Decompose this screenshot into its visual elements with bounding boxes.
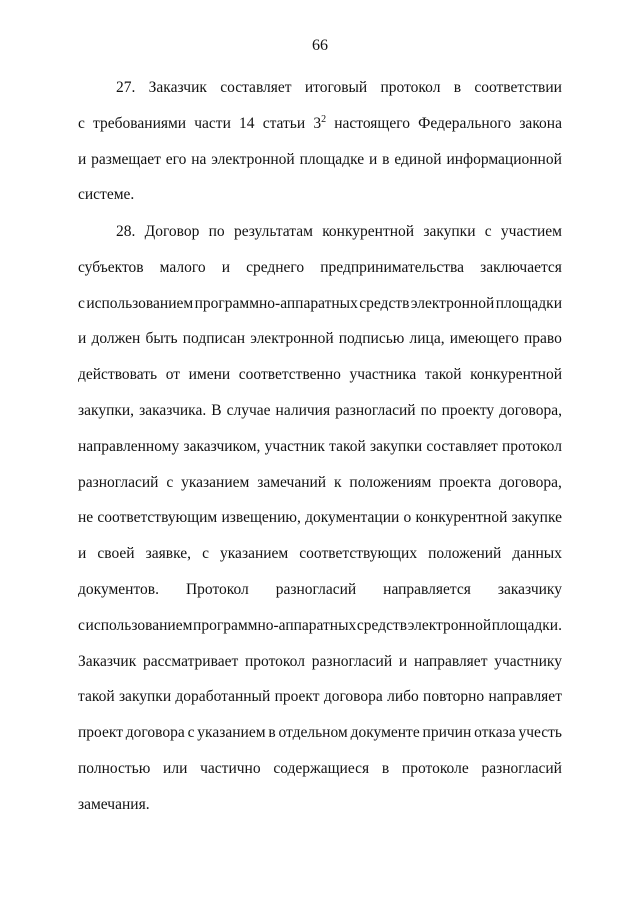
word: договора — [323, 688, 383, 706]
word: повторно — [423, 688, 485, 706]
word: имени — [188, 366, 231, 384]
word: 14 — [239, 114, 255, 132]
text-line — [78, 686, 562, 708]
word: составляет — [220, 79, 292, 96]
word: предпринимательства — [320, 258, 465, 276]
word: в — [453, 79, 462, 96]
word: по — [208, 223, 225, 240]
word: протокол — [245, 652, 305, 670]
word: причин — [422, 724, 472, 742]
word: подписан — [182, 330, 246, 348]
word: указанием — [181, 473, 250, 491]
text-line — [78, 257, 562, 279]
word: электронной — [410, 294, 495, 312]
text-line — [78, 722, 562, 744]
word: площадке — [299, 150, 365, 168]
text-line — [78, 293, 562, 315]
word: указанием — [220, 545, 289, 563]
word: требованиями — [93, 114, 187, 132]
word: закупки — [369, 437, 423, 455]
word: с — [484, 223, 492, 240]
word: с — [78, 294, 85, 312]
text-line — [78, 615, 562, 637]
word: конкурентной — [470, 366, 562, 384]
word: участнику — [494, 652, 562, 670]
word: направляет — [413, 652, 488, 670]
text-line — [78, 113, 562, 135]
text-line — [78, 184, 562, 206]
word: протокол — [502, 437, 562, 455]
text-line — [78, 364, 562, 386]
word: 28. — [116, 223, 136, 240]
word: закупки — [118, 688, 172, 706]
word: и — [221, 258, 230, 276]
word: документе — [350, 724, 420, 742]
word: такой — [329, 437, 366, 455]
word: данных — [512, 545, 562, 563]
word: закупки — [423, 223, 476, 240]
word: проект — [78, 724, 123, 742]
word: с — [78, 616, 85, 634]
text-line — [78, 579, 562, 601]
word: должен — [91, 330, 141, 348]
word: части — [194, 114, 231, 132]
word: к — [334, 473, 342, 491]
word: указанием — [197, 724, 266, 742]
word: отдельном — [278, 724, 348, 742]
word: проект — [274, 688, 320, 706]
word: единой — [394, 150, 442, 168]
word: с — [202, 545, 209, 563]
word: разногласий — [275, 581, 357, 598]
word: частично — [200, 760, 261, 777]
word: размещает — [91, 150, 161, 168]
word: направляет — [488, 688, 562, 706]
word: $3^2$ — [313, 113, 327, 132]
word: конкурентной — [322, 223, 415, 240]
word: наличия — [275, 402, 331, 419]
word: договора, — [499, 402, 562, 419]
word: заключается — [480, 258, 562, 276]
word: Протокол — [185, 581, 249, 598]
superscript: 2 — [321, 113, 327, 125]
word: программно-аппаратных — [194, 294, 358, 312]
word: закупки, — [78, 402, 135, 419]
word: с — [187, 724, 195, 742]
text-line — [78, 651, 562, 673]
word: использованием — [85, 616, 193, 634]
word: составляет — [426, 437, 498, 455]
word: участник — [264, 437, 325, 455]
word: и — [78, 545, 87, 563]
word: результатам — [233, 223, 313, 240]
text-line — [78, 794, 562, 816]
word: в — [382, 150, 390, 168]
word: Федерального — [418, 114, 512, 132]
word: закона — [519, 114, 562, 132]
word: имеющего — [449, 330, 519, 348]
word: площадки — [495, 294, 562, 312]
word: заказчиком, — [183, 437, 261, 455]
word: замечаний — [257, 473, 327, 491]
word: учесть — [518, 724, 562, 742]
word: по — [420, 402, 437, 419]
word: системе. — [78, 186, 135, 204]
word: средств — [356, 616, 408, 634]
word: лица, — [409, 330, 445, 348]
word: разногласий — [78, 473, 159, 491]
word: субъектов — [78, 258, 144, 276]
word: Заказчик — [78, 652, 137, 670]
word: отказа — [474, 724, 516, 742]
word: положений — [428, 545, 502, 563]
word: разногласий — [481, 760, 562, 777]
word: направленному — [78, 437, 180, 455]
word: договора, — [499, 473, 562, 491]
word: в — [268, 724, 276, 742]
word: электронной — [407, 616, 492, 634]
word: заказчика. — [139, 402, 207, 419]
text-line — [78, 758, 562, 780]
word: о — [403, 509, 412, 527]
word: В — [211, 402, 222, 419]
word: или — [163, 760, 188, 777]
word: и — [78, 330, 87, 348]
word: полностью — [78, 760, 151, 777]
word: участием — [500, 223, 562, 240]
word: электронной — [250, 330, 334, 348]
word: статьи — [262, 114, 306, 132]
word: заказчику — [497, 581, 562, 598]
word: не — [78, 509, 94, 527]
word: быть — [145, 330, 178, 348]
word: соответствии — [474, 79, 562, 96]
word: площадки. — [491, 616, 562, 634]
word: заявке, — [145, 545, 191, 563]
word: и — [368, 150, 378, 168]
word: Договор — [144, 223, 200, 240]
word: замечания. — [78, 795, 150, 813]
word: положениям — [349, 473, 432, 491]
page-number: 66 — [312, 37, 328, 54]
word: рассматривает — [143, 652, 239, 670]
word: протоколе — [401, 760, 469, 777]
word: направляется — [383, 581, 471, 598]
word: на — [191, 150, 207, 168]
word: своей — [97, 545, 135, 563]
word: такой — [78, 688, 115, 706]
text-line — [78, 507, 562, 529]
word: случае — [226, 402, 271, 419]
word: проекта — [439, 473, 492, 491]
text-line — [78, 472, 562, 494]
word: итоговый — [304, 79, 368, 96]
word: 27. — [116, 79, 136, 96]
word: договора — [125, 724, 185, 742]
word: протокол — [380, 79, 441, 96]
word: документации — [305, 509, 400, 527]
word: среднего — [246, 258, 305, 276]
word: действовать — [78, 366, 158, 384]
word: содержащиеся — [273, 760, 370, 777]
word: извещению, — [221, 509, 301, 527]
word: соответствующих — [299, 545, 418, 563]
word: от — [165, 366, 181, 384]
text-line — [78, 149, 562, 171]
word: проекту — [441, 402, 495, 419]
word: информационной — [446, 150, 562, 168]
text-line — [78, 328, 562, 350]
word: и — [78, 150, 87, 168]
word: участника — [349, 366, 417, 384]
word: документов. — [78, 581, 159, 598]
word: электронной — [211, 150, 295, 168]
word: соответственно — [238, 366, 341, 384]
word: разногласий — [335, 402, 416, 419]
word: с — [78, 114, 85, 132]
word: и — [398, 652, 408, 670]
text-line — [78, 436, 562, 458]
word: использованием — [86, 294, 194, 312]
word: либо — [387, 688, 419, 706]
word: конкурентной — [415, 509, 508, 527]
text-line — [78, 400, 562, 422]
word: в — [381, 760, 390, 777]
text-line — [78, 543, 562, 565]
word: подписью — [338, 330, 405, 348]
word: доработанный — [175, 688, 271, 706]
word: Заказчик — [148, 79, 207, 96]
word: соответствующим — [97, 509, 218, 527]
word: настоящего — [334, 114, 410, 132]
word: закупке — [511, 509, 562, 527]
word: программно-аппаратных — [193, 616, 357, 634]
word: малого — [159, 258, 206, 276]
word: средств — [359, 294, 410, 312]
word: такой — [424, 366, 462, 384]
word: с — [166, 473, 174, 491]
word: право — [524, 330, 562, 348]
text-line — [116, 221, 562, 243]
word: его — [165, 150, 187, 168]
text-line — [116, 77, 562, 99]
word: разногласий — [311, 652, 393, 670]
